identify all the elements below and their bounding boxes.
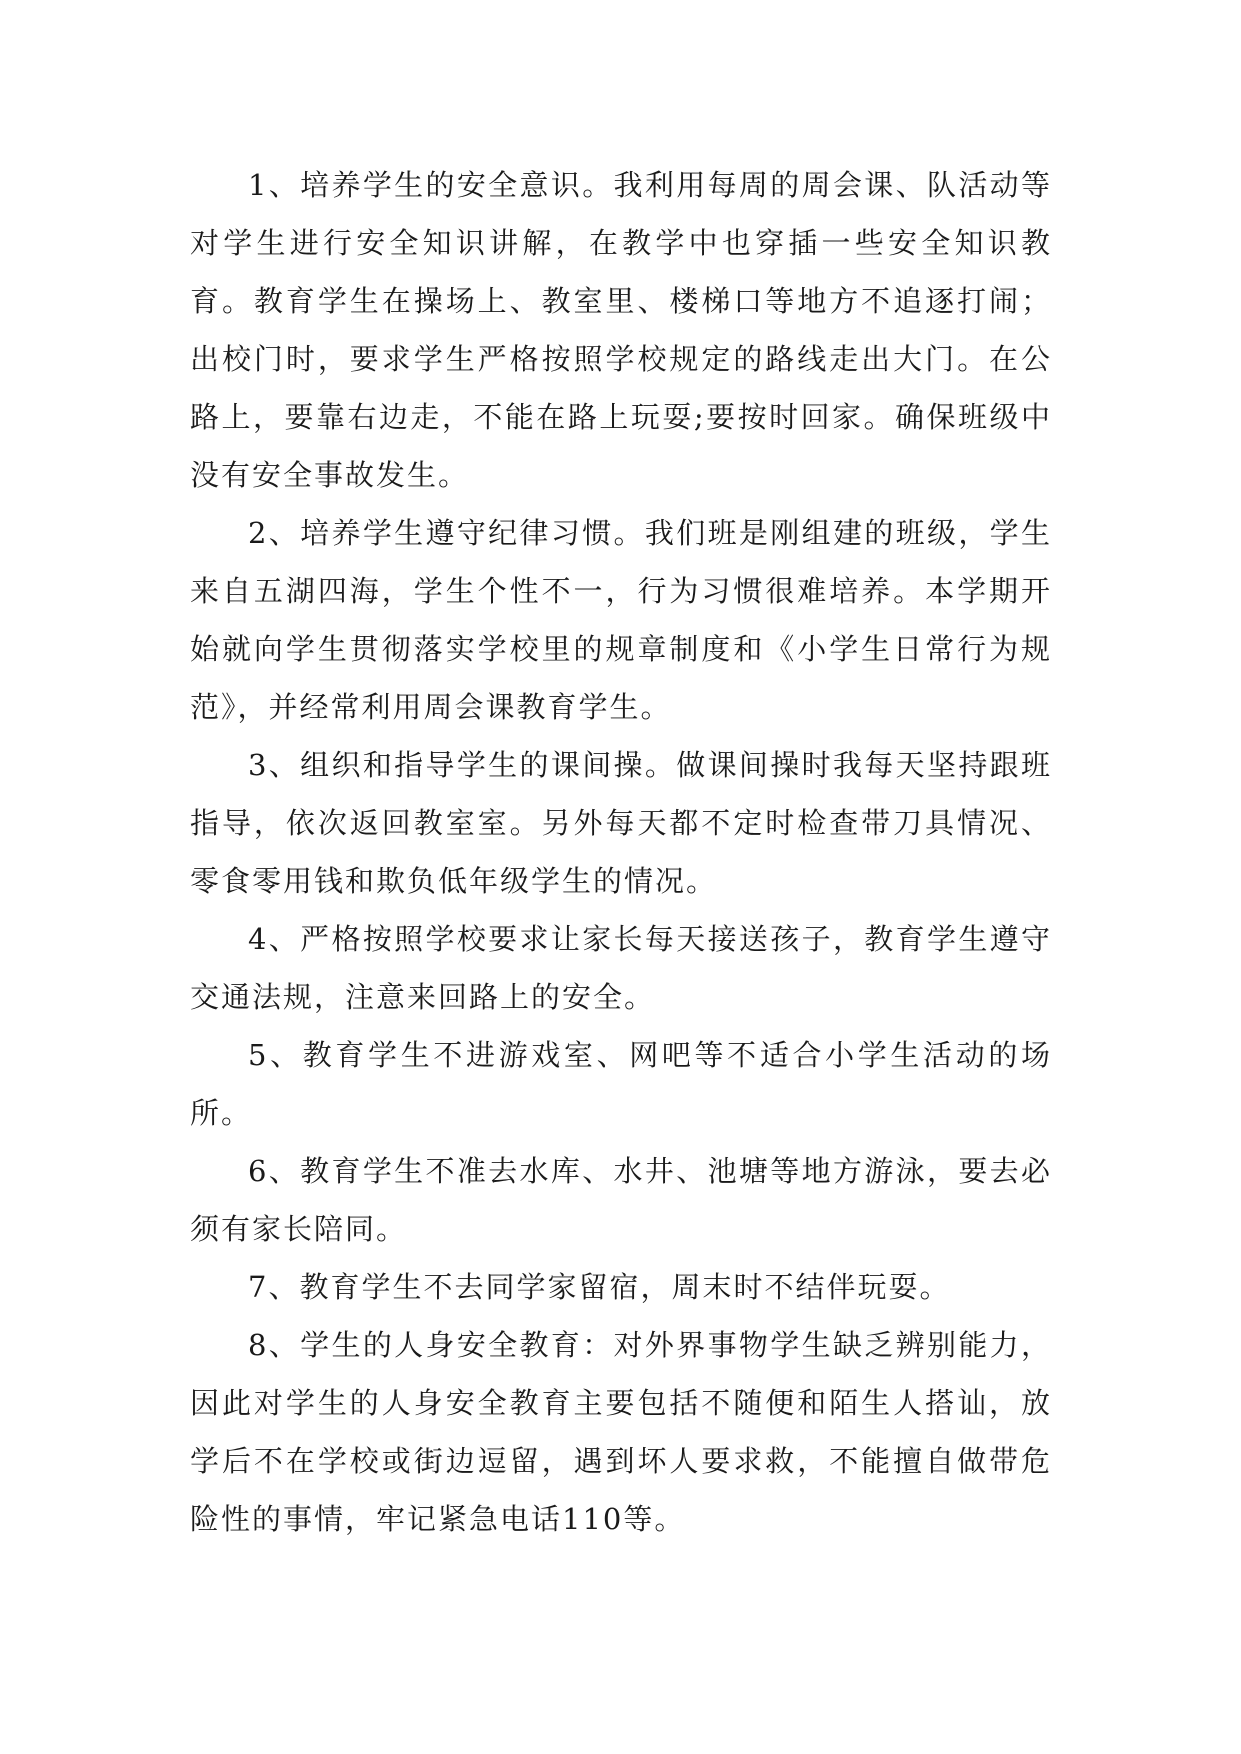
paragraph-6: 6、教育学生不准去水库、水井、池塘等地方游泳，要去必须有家长陪同。 xyxy=(190,1154,1052,1246)
paragraph-1: 1、培养学生的安全意识。我利用每周的周会课、队活动等对学生进行安全知识讲解，在教学中也穿插一些安全知识教育。教育学生在操场上、教室里、楼梯口等地方不追逐打闹；出校门时，要求学生严格按照学校规定的路线走出大门。在公路上，要靠右边走，不能在路上玩耍;要按时回家。确保班级中没有安全事故发生。 xyxy=(190,168,1052,492)
paragraph-4: 4、严格按照学校要求让家长每天接送孩子，教育学生遵守交通法规，注意来回路上的安全。 xyxy=(190,922,1052,1014)
paragraph-5: 5、教育学生不进游戏室、网吧等不适合小学生活动的场所。 xyxy=(190,1038,1052,1130)
paragraph-8: 8、学生的人身安全教育：对外界事物学生缺乏辨别能力，因此对学生的人身安全教育主要包括不随便和陌生人搭讪，放学后不在学校或街边逗留，遇到坏人要求救，不能擅自做带危险性的事情，牢记紧急电话110等。 xyxy=(190,1328,1052,1536)
paragraph-3: 3、组织和指导学生的课间操。做课间操时我每天坚持跟班指导，依次返回教室室。另外每天都不定时检查带刀具情况、零食零用钱和欺负低年级学生的情况。 xyxy=(190,748,1052,898)
document-body xyxy=(190,156,1052,1548)
paragraph-2: 2、培养学生遵守纪律习惯。我们班是刚组建的班级，学生来自五湖四海，学生个性不一，行为习惯很难培养。本学期开始就向学生贯彻落实学校里的规章制度和《小学生日常行为规范》，并经常利用周会课教育学生。 xyxy=(190,516,1052,724)
paragraph-7: 7、教育学生不去同学家留宿，周末时不结伴玩耍。 xyxy=(248,1270,951,1304)
